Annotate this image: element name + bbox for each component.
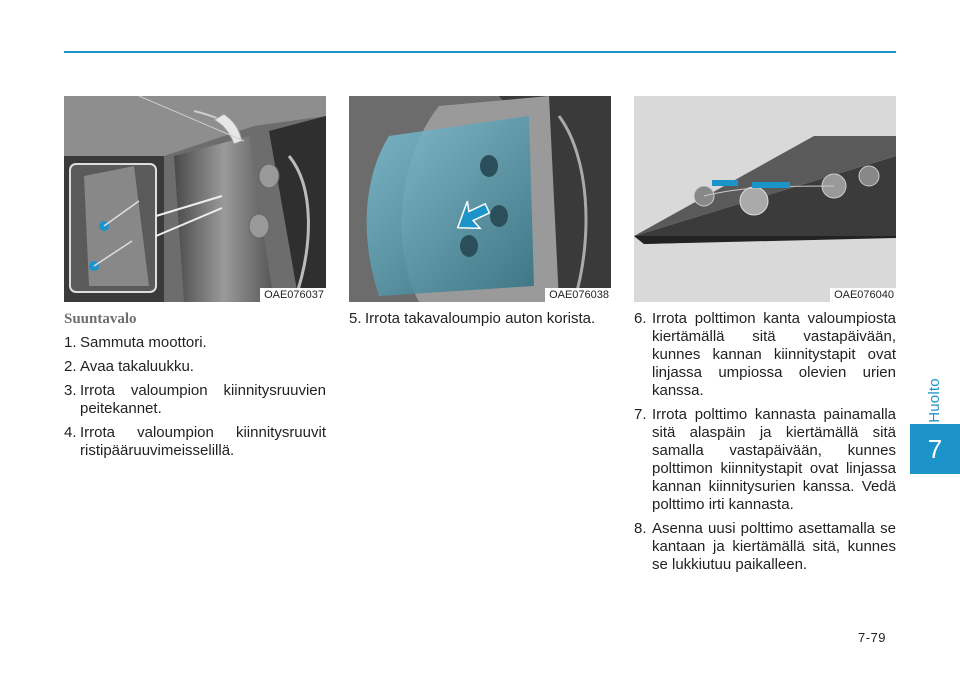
step-item <box>349 310 617 328</box>
step-item <box>634 310 896 400</box>
column-1 <box>64 310 326 466</box>
chapter-side-label <box>914 372 954 428</box>
step-text: Irrota valoumpion kiinnitysruuvien peitekannet. <box>80 382 326 417</box>
step-item <box>64 424 326 460</box>
step-number: 1. <box>64 334 77 351</box>
step-text: Irrota takavaloumpio auton korista. <box>365 310 596 327</box>
step-number: 8. <box>634 520 647 537</box>
section-heading: Suuntavalo <box>64 311 137 327</box>
step-text: Sammuta moottori. <box>80 334 207 351</box>
column-3 <box>634 310 896 580</box>
lamp-removal-illustration <box>349 96 611 302</box>
step-item <box>634 520 896 574</box>
step-text: Asenna uusi polttimo asettamalla se kantaan ja kiertämällä sitä, kunnes se lukkiutuu paikalleen. <box>652 520 896 573</box>
figure-lamp-removal <box>349 96 611 302</box>
step-number: 2. <box>64 358 77 375</box>
chapter-tab: 7 <box>910 424 960 474</box>
step-number: 7. <box>634 406 647 423</box>
step-item <box>64 382 326 418</box>
step-number: 4. <box>64 424 77 441</box>
chapter-side-label-text: Huolto <box>925 377 943 423</box>
figure-tailgate-screws <box>64 96 326 302</box>
step-number: 5. <box>349 310 362 327</box>
step-item <box>64 334 326 352</box>
step-number: 6. <box>634 310 647 327</box>
figure-bulb-sockets <box>634 96 896 302</box>
step-text: Avaa takaluukku. <box>80 358 194 375</box>
figure-code: OAE076038 <box>545 288 611 302</box>
step-text: Irrota polttimon kanta valoumpiosta kiertämällä sitä vastapäivään, kunnes kannan kiinnitystapit ovat linjassa umpiossa olevien urien kanssa. <box>652 310 896 399</box>
step-number: 3. <box>64 382 77 399</box>
step-text: Irrota polttimo kannasta painamalla sitä alaspäin ja kiertämällä sitä samalla vastapäivään, kunnes polttimon kiinnitystapit ovat linjassa kannan kiinnitysurien kanssa. Vedä polttimo irti kannasta. <box>652 406 896 513</box>
tailgate-illustration <box>64 96 326 302</box>
bulb-sockets-illustration <box>634 96 896 302</box>
page-number: 7-79 <box>858 630 887 645</box>
step-item <box>64 358 326 376</box>
figure-code: OAE076040 <box>830 288 896 302</box>
column-2 <box>349 310 617 334</box>
figure-code: OAE076037 <box>260 288 326 302</box>
header-rule <box>64 51 896 53</box>
step-text: Irrota valoumpion kiinnitysruuvit ristipääruuvimeisselillä. <box>80 424 326 459</box>
step-item <box>634 406 896 514</box>
